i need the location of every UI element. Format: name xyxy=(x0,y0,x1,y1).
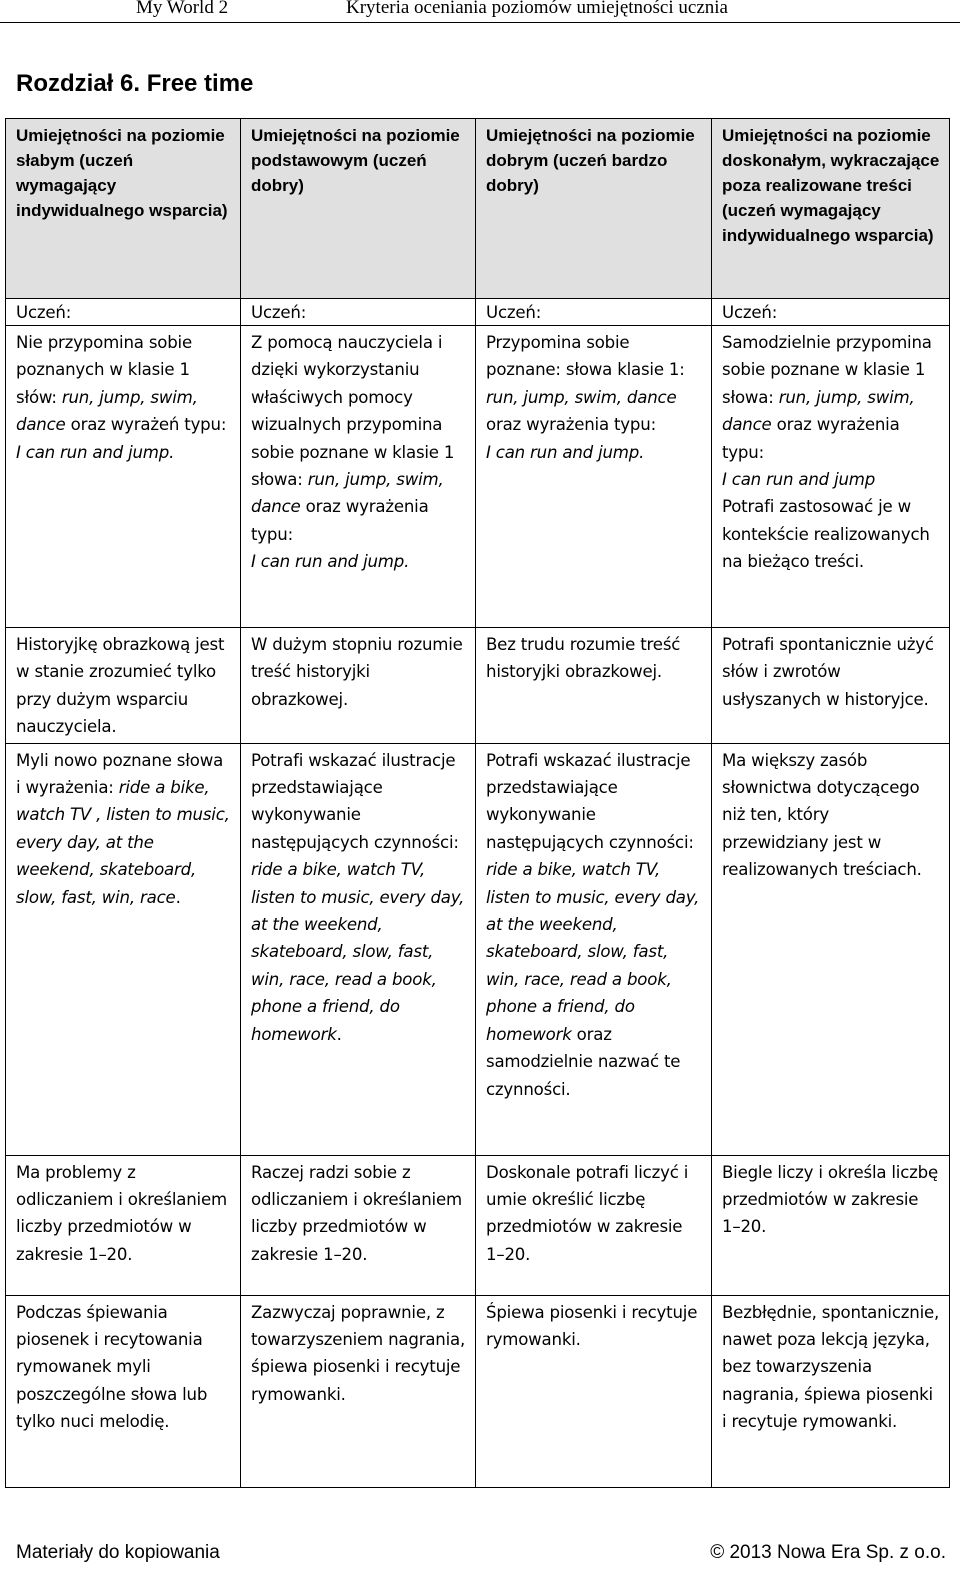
criterion-cell: Ma większy zasób słownictwa dotyczącego niż ten, który przewidziany jest w realizowanych treściach. xyxy=(712,743,950,1155)
page-header xyxy=(0,0,960,23)
table-header-row xyxy=(6,119,950,299)
criterion-cell: Bez trudu rozumie treść historyjki obrazkowej. xyxy=(476,628,712,744)
student-label: Uczeń: xyxy=(241,299,476,326)
criterion-cell: Zazwyczaj poprawnie, z towarzyszeniem nagrania, śpiewa piosenki i recytuje rymowanki. xyxy=(241,1295,476,1487)
criterion-cell: Bezbłędnie, spontanicznie, nawet poza lekcją języka, bez towarzyszenia nagrania, śpiewa piosenki i recytuje rymowanki. xyxy=(712,1295,950,1487)
criterion-cell: Raczej radzi sobie z odliczaniem i określaniem liczby przedmiotów w zakresie 1–20. xyxy=(241,1155,476,1295)
criterion-cell: Potrafi spontanicznie użyć słów i zwrotów usłyszanych w historyjce. xyxy=(712,628,950,744)
criterion-cell: Potrafi wskazać ilustracje przedstawiające wykonywanie następujących czynności: ride a bike, watch TV, listen to music, every day, at the weekend, skateboard, slow, fast, win, race, read a book, phone a friend, do homework. xyxy=(241,743,476,1155)
criterion-cell: Nie przypomina sobie poznanych w klasie 1 słów: run, jump, swim, dance oraz wyrażeń typu: I can run and jump. xyxy=(6,326,241,628)
criterion-cell: Przypomina sobie poznane: słowa klasie 1: run, jump, swim, dance oraz wyrażenia typu: I can run and jump. xyxy=(476,326,712,628)
series-title: My World 2 xyxy=(136,0,229,18)
criterion-cell: Potrafi wskazać ilustracje przedstawiające wykonywanie następujących czynności: ride a bike, watch TV, listen to music, every day, at the weekend, skateboard, slow, fast, win, race, read a book, phone a friend, do homework oraz samodzielnie nazwać te czynności. xyxy=(476,743,712,1155)
document-title: Kryteria oceniania poziomów umiejętności ucznia xyxy=(346,0,728,18)
criterion-cell: Śpiewa piosenki i recytuje rymowanki. xyxy=(476,1295,712,1487)
criterion-cell: W dużym stopniu rozumie treść historyjki obrazkowej. xyxy=(241,628,476,744)
criterion-cell: Podczas śpiewania piosenek i recytowania rymowanek myli poszczególne słowa lub tylko nuci melodię. xyxy=(6,1295,241,1487)
student-label-row xyxy=(6,299,950,326)
footer-left: Materiały do kopiowania xyxy=(16,1542,220,1563)
column-header-weak: Umiejętności na poziomie słabym (uczeń wymagający indywidualnego wsparcia) xyxy=(6,119,241,299)
criterion-cell: Biegle liczy i określa liczbę przedmiotów w zakresie 1–20. xyxy=(712,1155,950,1295)
table-row xyxy=(6,628,950,744)
student-label: Uczeń: xyxy=(712,299,950,326)
chapter-title: Rozdział 6. Free time xyxy=(16,70,254,97)
table-row xyxy=(6,326,950,628)
criterion-cell: Ma problemy z odliczaniem i określaniem liczby przedmiotów w zakresie 1–20. xyxy=(6,1155,241,1295)
student-label: Uczeń: xyxy=(476,299,712,326)
footer-copyright: © 2013 Nowa Era Sp. z o.o. xyxy=(710,1542,946,1563)
column-header-excellent: Umiejętności na poziomie doskonałym, wykraczające poza realizowane treści (uczeń wymagający indywidualnego wsparcia) xyxy=(712,119,950,299)
table-row xyxy=(6,1295,950,1487)
criterion-cell: Historyjkę obrazkową jest w stanie zrozumieć tylko przy dużym wsparciu nauczyciela. xyxy=(6,628,241,744)
column-header-good: Umiejętności na poziomie dobrym (uczeń bardzo dobry) xyxy=(476,119,712,299)
criterion-cell: Samodzielnie przypomina sobie poznane w klasie 1 słowa: run, jump, swim, dance oraz wyrażenia typu: I can run and jump Potrafi zastosować je w kontekście realizowanych na bieżąco treści. xyxy=(712,326,950,628)
student-label: Uczeń: xyxy=(6,299,241,326)
table-row xyxy=(6,743,950,1155)
criterion-cell: Z pomocą nauczyciela i dzięki wykorzystaniu właściwych pomocy wizualnych przypomina sobie poznane w klasie 1 słowa: run, jump, swim, dance oraz wyrażenia typu: I can run and jump. xyxy=(241,326,476,628)
criteria-table xyxy=(5,118,950,1488)
table-row xyxy=(6,1155,950,1295)
criterion-cell: Doskonale potrafi liczyć i umie określić liczbę przedmiotów w zakresie 1–20. xyxy=(476,1155,712,1295)
criterion-cell: Myli nowo poznane słowa i wyrażenia: ride a bike, watch TV , listen to music, every day, at the weekend, skateboard, slow, fast, win, race. xyxy=(6,743,241,1155)
column-header-basic: Umiejętności na poziomie podstawowym (uczeń dobry) xyxy=(241,119,476,299)
